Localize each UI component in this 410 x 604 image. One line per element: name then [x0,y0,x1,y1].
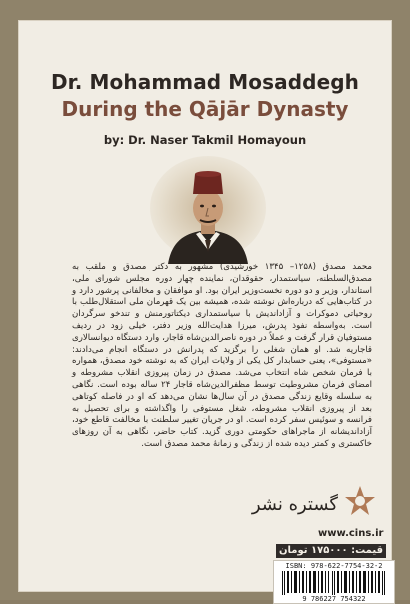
isbn-barcode-box [273,560,395,604]
publisher-url: www.cins.ir [318,528,384,539]
synopsis-text: محمد مصدق (۱۲۵۸– ۱۳۴۵ خورشیدی) مشهور به دکتر مصدق و ملقب به مصدق‌السلطنه، سیاستمدار، حقوقدان، نماینده چهار دوره مجلس شورای ملی، استاندار، وزیر و دو دوره نخست‌وزیر ایران بود. او موافقان و مخالفانی پرشور دارد و در کتاب‌هایی که درباره‌اش نوشته شده، همیشه بین یک قهرمان ملی استقلال‌طلب با روحیاتی دموکرات و آزاداندیش با سیاستمداری دیکتاتورمنش و تندخو سرگردان است. به‌واسطه نفوذ پدرش، میرزا هدایت‌الله وزیر دفتر، خیلی زود در ردیف مستوفیان قرار گرفت و عملاً در دوره ناصرالدین‌شاه قاجار، وارد دستگاه دیوانسالاری قاجاریه شد. او همان شغلی را برگزید که پدرانش در دستگاه انجام می‌دادند: «مستوفی»، یعنی حسابدار کل یکی از ولایات ایران که به نوشته خود مصدق، همواره با فرمان شخص شاه انتخاب می‌شد. مصدق در زمان پیروزی انقلاب مشروطه و امضای فرمان مشروطیت توسط مظفرالدین‌شاه قاجار ۲۴ ساله بوده است. نگاهی به سلسله وقایع زندگی مصدق در آن سال‌ها نشان می‌دهد که او در فاصله کوتاهی بعد از پیروزی انقلاب مشروطه، شغل مستوفی را واگذاشته و برای تحصیل به فرانسه و سوئیس سفر کرده است. او در جریان تغییر سلطنت با مخالفت قاطع خود، آزاداندیشانه از ماجراهای حکومتی دوری گزید. کتاب حاضر، نگاهی به آن روزهای خاکستری و کمتر دیده شده از زندگی و زمانهٔ محمد مصدق است. [72,262,373,449]
barcode-number: 9 786227 754322 [302,595,366,603]
book-subtitle: During the Qājār Dynasty [61,97,349,121]
publisher-logo [240,480,380,526]
book-author: by: Dr. Naser Takmil Homayoun [103,133,307,147]
isbn-number: ISBN: 978-622-7754-32-2 [285,562,383,570]
publisher-logo-text: گستره نشر [251,494,338,515]
barcode-icon [282,571,386,595]
portrait-illustration [138,152,278,264]
price-label: قیمت: ۱۷۵۰۰۰ تومان [276,544,386,558]
back-cover-page [18,20,392,603]
book-title: Dr. Mohammad Mosaddegh [50,70,359,94]
